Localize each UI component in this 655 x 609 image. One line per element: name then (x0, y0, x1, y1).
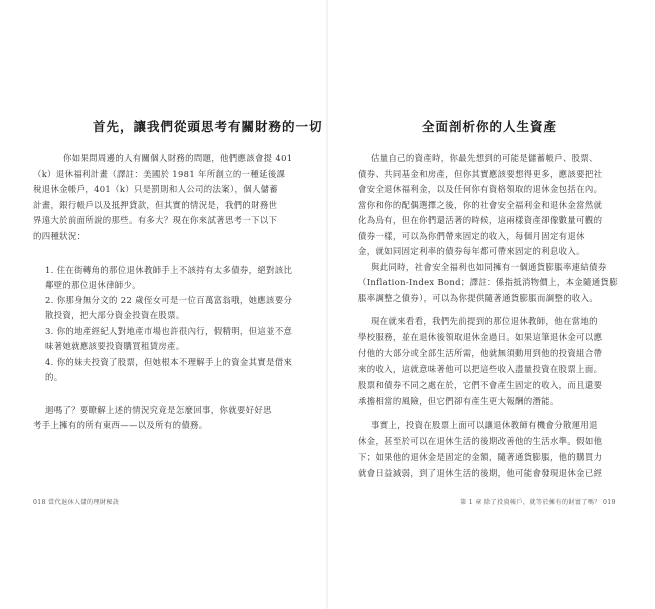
body-line: 事實上，投資在股票上面可以讓退休教師有機會分散運用退 (371, 420, 598, 430)
body-line: 會安全退休福利金，以及任何你有資格領取的退休金包括在內。 (358, 184, 603, 194)
body-line: 3. 你的地產經紀人對地產市場也許很內行，假精明，但這並不意 (45, 326, 293, 336)
body-line: 與此同時，社會安全福利也如同擁有一個通貨膨脹率連結債券 (371, 262, 607, 272)
body-line: 考手上擁有的所有東西——以及所有的債務。 (33, 420, 208, 430)
right-page-heading: 全面剖析你的人生資產 (422, 119, 558, 134)
body-line: 化為烏有，但在你們還活著的時候，這兩樣資產卻像數量可觀的 (358, 215, 603, 225)
right-page (328, 0, 655, 609)
body-line: 稅退休金帳戶，401（k）只是罰則和人公司的法案），個人儲蓄 (33, 184, 279, 194)
right-page-footer: 第 1 章 除了投資帳戶，就等於擁有的財富了嗎？ 019 (460, 499, 616, 506)
body-line: 脹率調整之債券），可以為你提供隨著通貨膨脹而調整的收入。 (358, 293, 599, 303)
body-line: 1. 住在街轉角的那位退休教師手上不該持有太多債券，絕對該比 (45, 265, 293, 275)
body-line: 味著她就應該要投資購買租賃房產。 (45, 341, 185, 351)
body-line: 鄰壁的那位退休律師少。 (45, 280, 141, 290)
body-line: 債券、共同基金和房產，但你其實應該要想得更多，應該要把社 (358, 169, 603, 179)
body-line: 的。 (45, 372, 63, 382)
body-line: 當你和你的配偶選擇之後，你的社會安全福利金和退休金當然就 (358, 200, 603, 210)
body-line: 金，就如同固定利率的債券每年都可帶來固定的利息收入。 (358, 246, 585, 256)
body-line: （Inflation-Index Bond；譯註：係指抵消物價上，本金隨通貨膨 (358, 277, 618, 287)
left-page (0, 0, 327, 609)
body-line: 下；如果他的退休金是固定的金額，隨著通貨膨脹，他的購買力 (358, 452, 603, 462)
left-page-footer: 018 當代退休人儲的理財秘訣 (33, 499, 120, 506)
left-page-heading: 首先，讓我們從頭思考有關財務的一切 (93, 119, 323, 134)
body-line: 承擔相當的風險，但它們卻有產生更大報酬的潛能。 (358, 396, 559, 406)
body-line: 就會日益減弱，到了退休生活的後期，他可能會發現退休金已經 (358, 468, 603, 478)
body-line: 付他的大部分或全部生活所需，他就無須動用到他的投資組合帶 (358, 348, 603, 358)
body-line: 現在就來看看，我們先前提到的那位退休教師，他在當地的 (371, 316, 598, 326)
body-line: 股票和債券不同之處在於，它們不會產生固定的收入，而且還要 (358, 380, 603, 390)
body-line: 估量自己的資產時，你最先想到的可能是儲蓄帳戶、股票、 (371, 153, 598, 163)
body-line: 你如果問周邊的人有關個人財務的問題，他們應該會提 401 (63, 153, 293, 163)
body-line: 休金，甚至於可以在退休生活的後期改善他的生活水準。假如他 (358, 436, 603, 446)
body-line: 迴嗎了？要瞭解上述的情況究竟是怎麼回事，你就要好好思 (45, 405, 272, 415)
body-line: 2. 你那身無分文的 22 歲侄女可是一位百萬富翁哦，她應該要分 (45, 295, 293, 305)
body-line: （k）退休福利計畫（譯註：美國於 1981 年所創立的一種延後課 (33, 169, 286, 179)
body-line: 的四種狀況： (33, 231, 86, 241)
body-line: 學校服務，並在退休後領取退休金過日。如果這筆退休金可以應 (358, 332, 603, 342)
body-line: 界遠大於前面所說的那些。有多大？現在你來試著思考一下以下 (33, 215, 278, 225)
body-line: 計畫，銀行帳戶以及抵押貸款，但其實的情況是，我們的財務世 (33, 200, 278, 210)
body-line: 債券一樣，可以為你們帶來固定的收入，每個月固定有退休 (358, 231, 585, 241)
body-line: 4. 你的妹夫投資了股票，但她根本不理解手上的資金其實是借來 (45, 357, 293, 367)
body-line: 散投資，把大部分資金投資在股票。 (45, 310, 185, 320)
body-line: 來的收入，這就意味著他可以把這些收入盡量投資在股票上面。 (358, 364, 603, 374)
